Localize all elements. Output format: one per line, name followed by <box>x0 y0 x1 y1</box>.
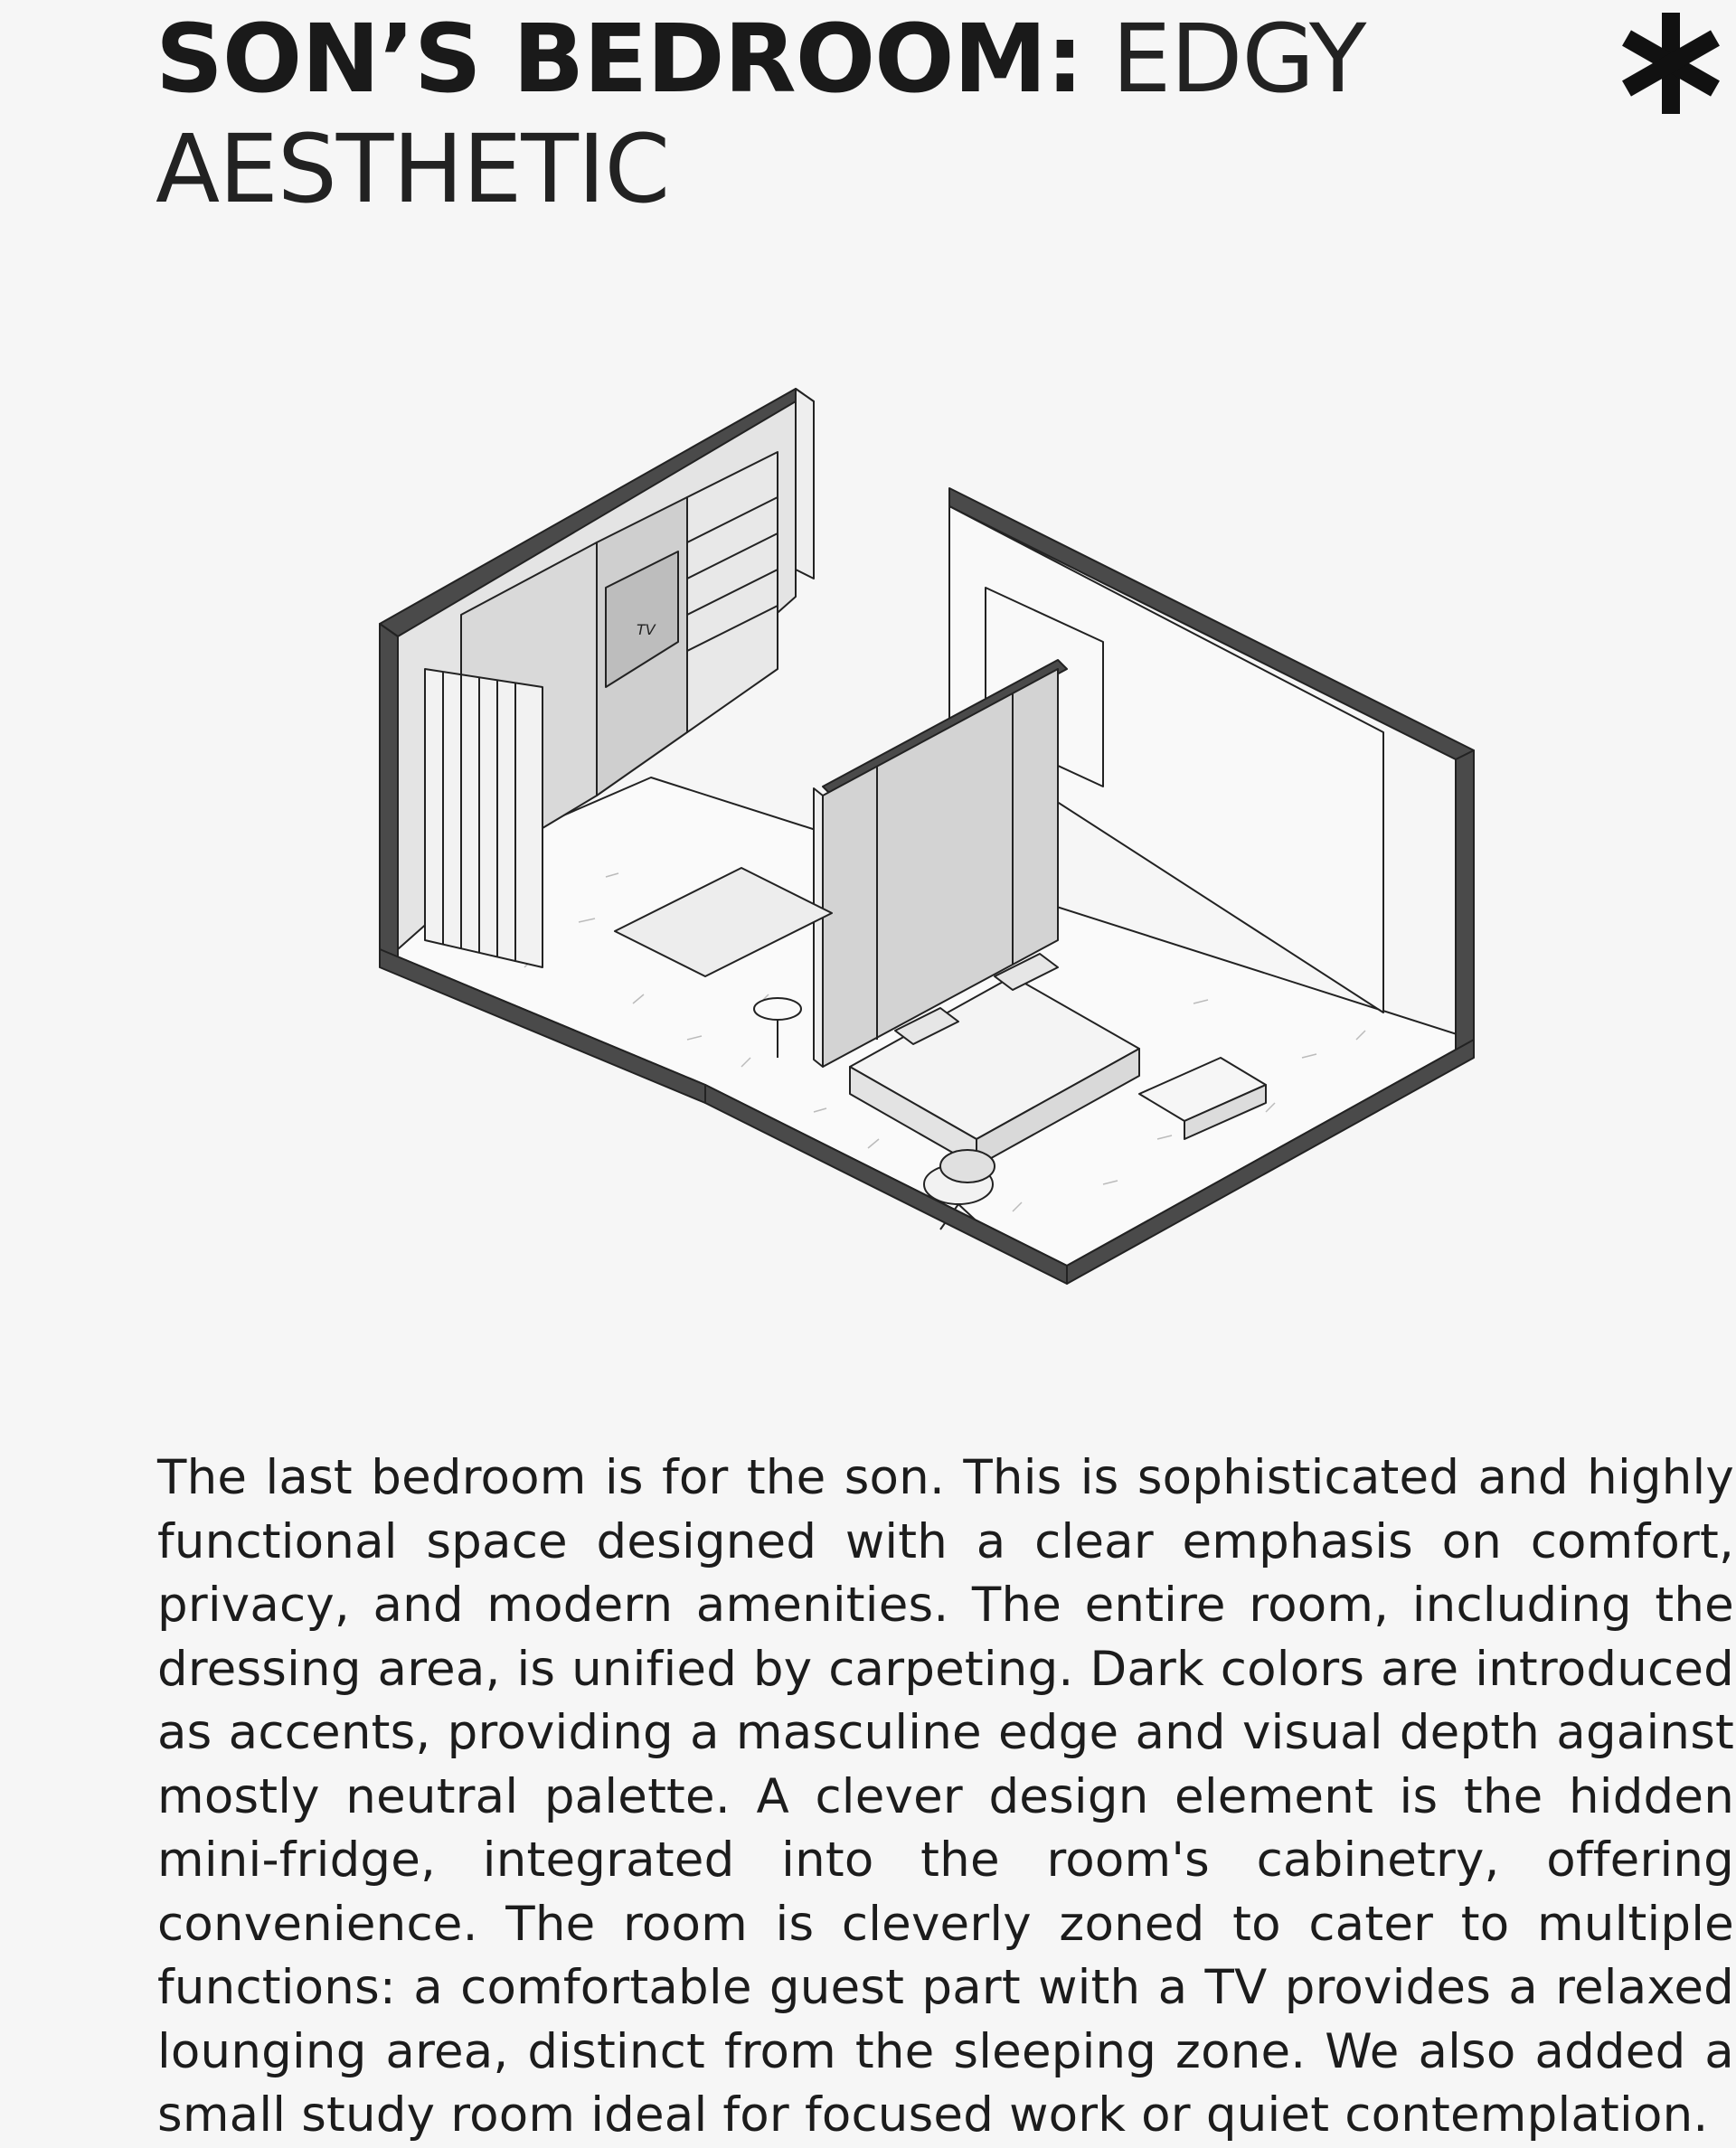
right-wall-end <box>1456 750 1474 1058</box>
asterisk-icon <box>1617 9 1725 118</box>
bedroom-axonometric-drawing <box>362 371 1501 1320</box>
partition-side <box>814 788 823 1067</box>
side-table <box>754 998 801 1020</box>
page-title <box>156 4 1421 224</box>
left-wall-side <box>796 389 814 579</box>
left-wall-face <box>380 624 398 958</box>
description-text: The last bedroom is for the son. This is sophisticated and highly functional space designed with a clear emphasis on comfort, privacy, and modern amenities. The entire room, including the dressing area, is unified by carpeting. Dark colors are introduced as accents, providing a masculine edge and visual depth against mostly neutral palette. A clever design element is the hidden mini-fridge, integrated into the room's cabinetry, offering convenience. The room is cleverly zoned to cater to multiple functions: a comfortable guest part with a TV provides a relaxed lounging area, distinct from the sleeping zone. We also added a small study room ideal for focused work or quiet contemplation. <box>157 1450 1734 2143</box>
tv-label: TV <box>637 621 656 638</box>
title-light: EDGY AESTHETIC <box>156 4 1366 224</box>
title-bold: SON’S BEDROOM: <box>156 4 1083 114</box>
curtain <box>425 669 542 967</box>
